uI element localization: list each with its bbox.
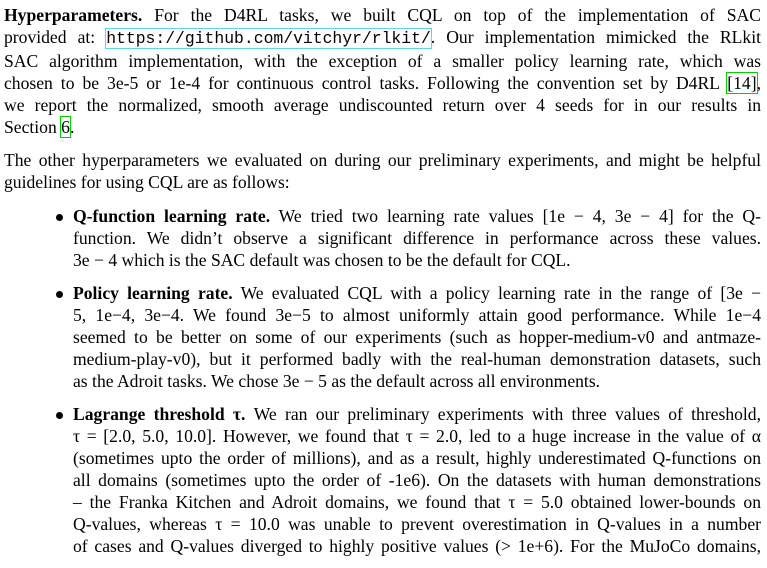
section-ref-link[interactable]: 6 xyxy=(61,117,70,137)
list-item xyxy=(4,403,761,557)
paragraph-line: chosen to be 3e-5 or 1e-4 for continuous control tasks. Following the convention set by D4RL [14], xyxy=(4,73,761,93)
citation-link[interactable]: [14] xyxy=(727,73,757,93)
paragraph-line: as the Adroit tasks. We chose 3e − 5 as the default across all environments. xyxy=(73,371,601,391)
bullet-icon xyxy=(56,214,63,221)
paragraph-heading: Hyperparameters. xyxy=(4,5,143,25)
paragraph-line: Hyperparameters. For the D4RL tasks, we built CQL on top of the implementation of SAC xyxy=(4,5,761,25)
bullet-heading: Q-function learning rate. xyxy=(73,206,271,226)
paragraph-line: function. We didn’t observe a significant difference in performance across these values. xyxy=(73,228,761,248)
paragraph-line: all domains (sometimes upto the order of -1e6). On the datasets with human demonstrations xyxy=(73,470,761,490)
paragraph-line: SAC algorithm implementation, with the exception of a smaller policy learning rate, which was xyxy=(4,51,761,71)
paragraph-line: Q-function learning rate. We tried two learning rate values [1e − 4, 3e − 4] for the Q- xyxy=(73,206,761,226)
paragraph-line: τ = [2.0, 5.0, 10.0]. However, we found that τ = 2.0, led to a huge increase in the value of α xyxy=(73,426,761,446)
paragraph-line: 5, 1e−4, 3e−4. We found 3e−5 to almost uniformly attain good performance. While 1e−4 xyxy=(73,305,761,325)
list-item xyxy=(4,205,761,271)
list-item xyxy=(4,282,761,392)
bullet-heading: Policy learning rate. xyxy=(73,283,233,303)
hyperparameters-paragraph xyxy=(4,4,761,138)
other-hyperparameters-paragraph xyxy=(4,149,761,193)
paragraph-line: seemed to be better on some of our experiments (such as hopper-medium-v0 and antmaze- xyxy=(73,327,761,347)
hyperparameter-list xyxy=(4,205,761,557)
paragraph-line: Section 6. xyxy=(4,117,75,137)
bullet-icon xyxy=(56,412,63,419)
paragraph-line: medium-play-v0), but it performed badly with the real-human demonstration datasets, such xyxy=(73,349,761,369)
paper-page xyxy=(4,4,761,568)
paragraph-line: we report the normalized, smooth average undiscounted return over 4 seeds for in our results in xyxy=(4,95,761,115)
paragraph-line: (sometimes upto the order of millions), and as a result, highly underestimated Q-functions on xyxy=(73,448,761,468)
bullet-heading: Lagrange threshold τ. xyxy=(73,404,246,424)
paragraph-line: guidelines for using CQL are as follows: xyxy=(4,172,290,192)
paragraph-line: provided at: https://github.com/vitchyr/rlkit/. Our implementation mimicked the RLkit xyxy=(4,27,761,48)
paragraph-line: of cases and Q-values diverged to highly positive values (> 1e+6). For the MuJoCo domains, xyxy=(73,536,761,556)
rlkit-url-link[interactable]: https://github.com/vitchyr/rlkit/ xyxy=(106,29,431,48)
paragraph-line: 3e − 4 which is the SAC default was chosen to be the default for CQL. xyxy=(73,250,571,270)
paragraph-line: Lagrange threshold τ. We ran our preliminary experiments with three values of threshold, xyxy=(73,404,761,424)
paragraph-line: Policy learning rate. We evaluated CQL with a policy learning rate in the range of [3e − xyxy=(73,283,761,303)
paragraph-line: The other hyperparameters we evaluated on during our preliminary experiments, and might be helpful xyxy=(4,150,761,170)
paragraph-line: – the Franka Kitchen and Adroit domains, we found that τ = 5.0 obtained lower-bounds on xyxy=(73,492,761,512)
paragraph-line: Q-values, whereas τ = 10.0 was unable to prevent overestimation in Q-values in a number xyxy=(73,514,761,534)
bullet-icon xyxy=(56,291,63,298)
